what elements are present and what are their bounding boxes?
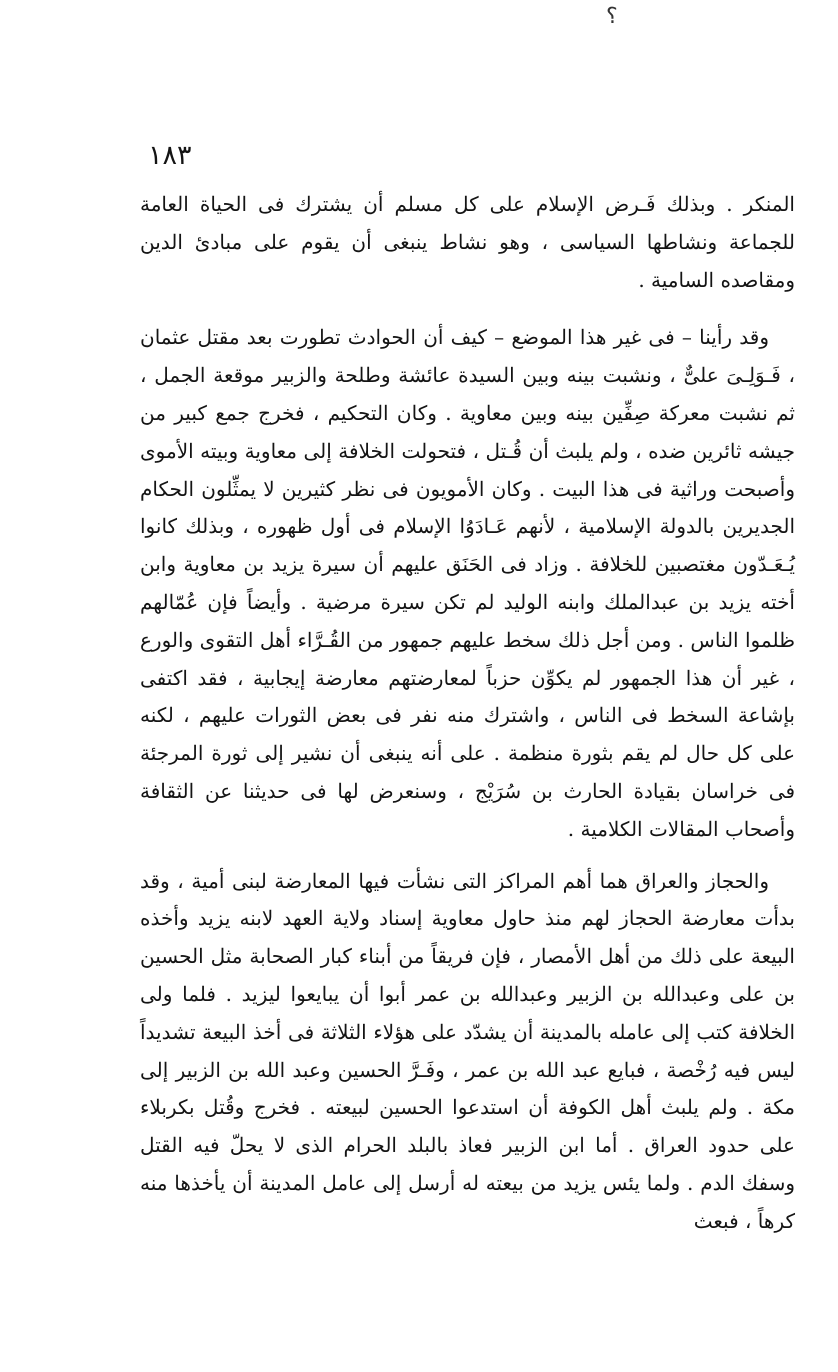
paragraph-2: وقد رأينا – فى غير هذا الموضع – كيف أن الحوادث تطورت بعد مقتل عثمان ، فَـوَلِـىَ علىٌّ ، ونشبت بينه وبين السيدة عائشة وطلحة والزبير موقعة الجمل ، ثم نشبت معركة صِفِّين بينه وبين معاوية . وكان التحكيم ، فخرج جمع كبير من جيشه ثائرين ضده ، ولم يلبث أن قُـتل ، فتحولت الخلافة إلى معاوية وبيته الأموى وأصبحت وراثية فى هذا البيت . وكان الأمويون فى نظر كثيرين لا يمثِّلون الحكام الجديرين بالدولة الإسلامية ، لأنهم عَـادَوُا الإسلام فى أول ظهوره ، وبذلك كانوا يُـعَـدّون مغتصبين للخلافة . وزاد فى الحَنَق عليهم أن سيرة يزيد بن معاوية وابن أخته يزيد بن عبدالملك وابنه الوليد لم تكن سيرة مرضية . وأيضاً فإن عُمّالهم ظلموا الناس . ومن أجل ذلك سخط عليهم جمهور من القُـرَّاء أهل التقوى والورع ، غير أن هذا الجمهور لم يكوِّن حزباً لمعارضتهم معارضة إيجابية ، فقد اكتفى بإشاعة السخط فى الناس ، واشترك منه نفر فى بعض الثورات عليهم ، لكنه على كل حال لم يقم بثورة منظمة . على أنه ينبغى أن نشير إلى ثورة المرجئة فى خراسان بقيادة الحارث بن سُرَيْج ، وسنعرض لها فى حديثنا عن الثقافة وأصحاب المقالات الكلامية . — [140, 325, 795, 841]
page-body — [140, 186, 795, 1241]
top-margin-mark: ؟ — [606, 4, 618, 29]
paragraph-1: المنكر . وبذلك فَـرض الإسلام على كل مسلم أن يشترك فى الحياة العامة للجماعة ونشاطها السياسى ، وهو نشاط ينبغى أن يقوم على مبادئ الدين ومقاصده السامية . — [140, 192, 795, 292]
paragraph-3: والحجاز والعراق هما أهم المراكز التى نشأت فيها المعارضة لبنى أمية ، وقد بدأت معارضة الحجاز لهم منذ حاول معاوية إسناد ولاية العهد لابنه يزيد وأخذه البيعة على ذلك من أهل الأمصار ، فإن فريقاً من أبناء كبار الصحابة مثل الحسين بن على وعبدالله بن الزبير وعبدالله بن عمر أبوا أن يبايعوا ليزيد . فلما ولى الخلافة كتب إلى عامله بالمدينة أن يشدّد على هؤلاء الثلاثة فى أخذ البيعة تشديداً ليس فيه رُخْصة ، فبايع عبد الله بن عمر ، وفَـرَّ الحسين وعبد الله بن الزبير إلى مكة . ولم يلبث أهل الكوفة أن استدعوا الحسين لبيعته . فخرج وقُتل بكربلاء على حدود العراق . أما ابن الزبير فعاذ بالبلد الحرام الذى لا يحلّ فيه القتل وسفك الدم . ولما يئس يزيد من بيعته له أرسل إلى عامل المدينة أن يأخذها منه كرهاً ، فبعث — [140, 868, 795, 1233]
page-number: ١٨٣ — [148, 140, 192, 171]
